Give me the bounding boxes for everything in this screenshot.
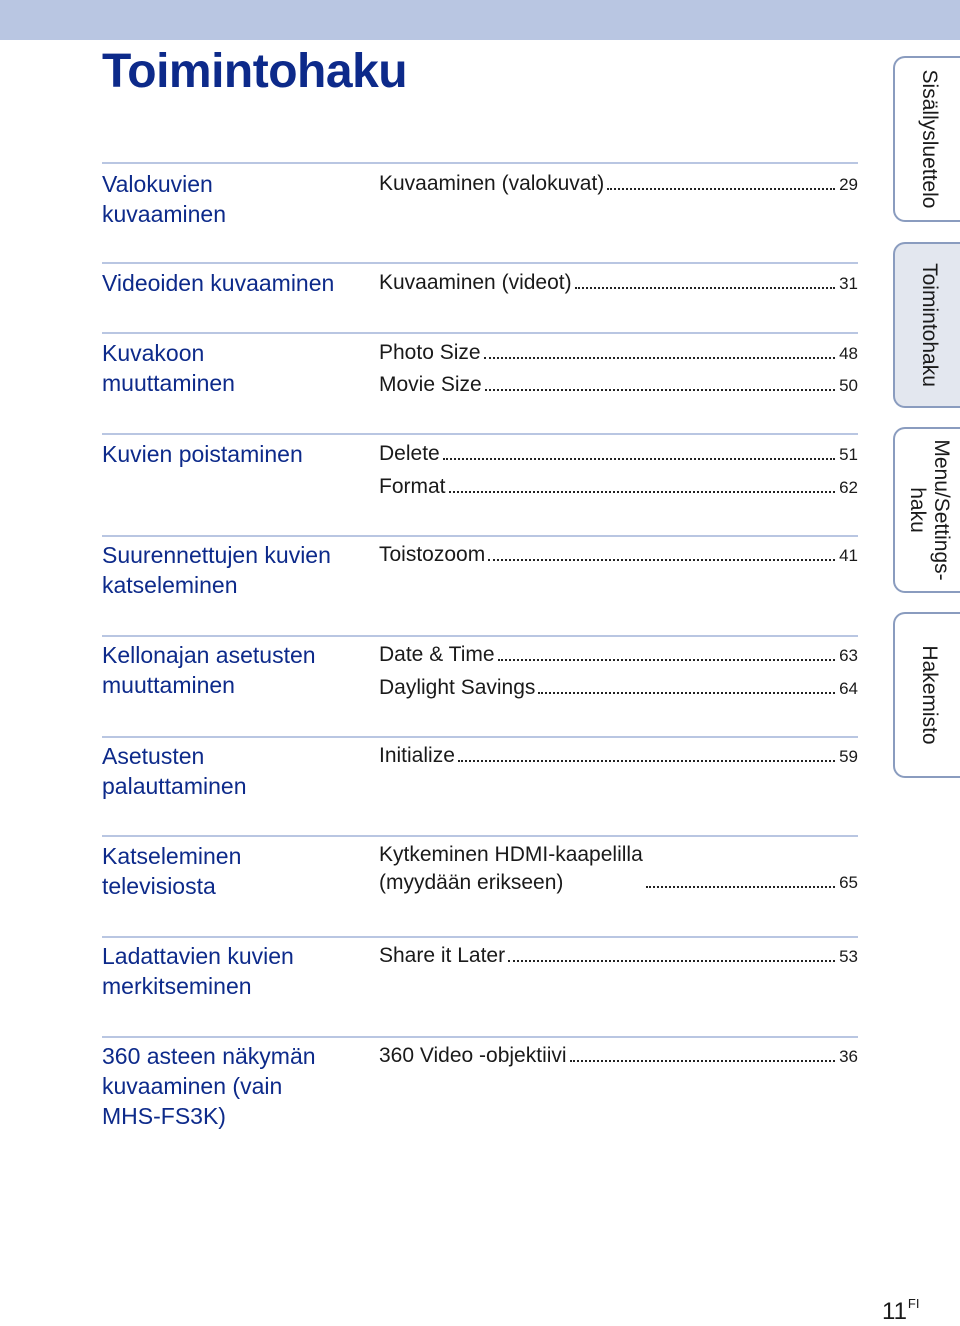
toc-entry-share-it-later[interactable] [379, 941, 858, 971]
toc-entry-360-video-lens[interactable] [379, 1041, 858, 1071]
page-ref: 29 [839, 175, 858, 194]
tab-label: Hakemisto [918, 645, 941, 745]
entry-label: Kuvaaminen (videot) [379, 271, 572, 294]
toc-entry-shooting-videos[interactable] [379, 268, 858, 298]
page-ref: 36 [839, 1047, 858, 1066]
page-ref: 59 [839, 747, 858, 766]
entry-label: Photo Size [379, 341, 481, 364]
language-code: FI [907, 1296, 920, 1311]
leader-dots [485, 389, 835, 391]
toc-entry-photo-size[interactable] [379, 338, 858, 368]
section-divider [102, 332, 858, 334]
entry-label: Kuvaaminen (valokuvat) [379, 172, 605, 195]
entry-label: Movie Size [379, 373, 482, 396]
tab-index[interactable] [893, 612, 960, 778]
tab-label: Menu/Settings- haku [906, 439, 953, 581]
entry-label: Delete [379, 442, 440, 465]
leader-dots [646, 886, 835, 888]
toc-entry-initialize[interactable] [379, 741, 858, 771]
page-ref: 63 [839, 646, 858, 665]
top-banner [0, 0, 960, 40]
page-ref: 41 [839, 546, 858, 565]
section-divider [102, 635, 858, 637]
toc-entry-delete[interactable] [379, 439, 858, 469]
toc-entry-date-time[interactable] [379, 640, 858, 670]
leader-dots [607, 188, 835, 190]
tab-contents[interactable] [893, 56, 960, 222]
tab-menu-settings-search[interactable] [893, 427, 960, 593]
section-divider [102, 262, 858, 264]
toc-entry-shooting-photos[interactable] [379, 169, 858, 199]
leader-dots [488, 559, 835, 561]
topic-label: Ladattavien kuvien merkitseminen [102, 943, 294, 999]
section-divider [102, 433, 858, 435]
section-divider [102, 535, 858, 537]
section-divider [102, 936, 858, 938]
leader-dots [508, 960, 835, 962]
topic-label: Kuvien poistaminen [102, 441, 303, 467]
tab-label: Toimintohaku [918, 263, 941, 387]
page-ref: 51 [839, 445, 858, 464]
toc-entry-hdmi-connection[interactable] [379, 841, 858, 897]
leader-dots [449, 491, 836, 493]
leader-dots [538, 692, 835, 694]
entry-label: 360 Video -objektiivi [379, 1044, 567, 1067]
topic-label: Videoiden kuvaaminen [102, 270, 335, 296]
page-ref: 64 [839, 679, 858, 698]
page-ref: 50 [839, 376, 858, 395]
tab-function-search[interactable] [893, 242, 960, 408]
entry-label: Initialize [379, 744, 455, 767]
section-divider [102, 835, 858, 837]
topic-label: Valokuvien kuvaaminen [102, 171, 227, 227]
leader-dots [443, 458, 835, 460]
entry-label: Share it Later [379, 944, 506, 967]
leader-dots [498, 659, 836, 661]
leader-dots [570, 1060, 836, 1062]
topic-label: Asetusten palauttaminen [102, 743, 247, 799]
toc-entry-playback-zoom[interactable] [379, 540, 858, 570]
topic-label: Kellonajan asetusten muuttaminen [102, 642, 316, 698]
toc-entry-format[interactable] [379, 472, 858, 502]
entry-label: Format [379, 475, 446, 498]
section-divider [102, 1036, 858, 1038]
entry-label: Daylight Savings [379, 676, 536, 699]
page-title: Toimintohaku [102, 45, 408, 98]
entry-label: Date & Time [379, 643, 495, 666]
section-divider [102, 162, 858, 164]
section-divider [102, 736, 858, 738]
page-ref: 31 [839, 274, 858, 293]
page-ref: 65 [839, 873, 858, 892]
entry-label: Toistozoom [379, 543, 486, 566]
toc-entry-daylight-savings[interactable] [379, 673, 858, 703]
page-ref: 62 [839, 478, 858, 497]
entry-label: Kytkeminen HDMI-kaapelilla (myydään erikseen) [379, 843, 643, 894]
page-number-value: 11 [882, 1298, 907, 1325]
topic-label: Suurennettujen kuvien katseleminen [102, 542, 331, 598]
toc-entry-movie-size[interactable] [379, 370, 858, 400]
leader-dots [484, 357, 836, 359]
topic-label: Kuvakoon muuttaminen [102, 340, 235, 396]
leader-dots [575, 287, 835, 289]
leader-dots [458, 760, 835, 762]
topic-label: Katseleminen televisiosta [102, 843, 242, 899]
page-ref: 48 [839, 344, 858, 363]
topic-label: 360 asteen näkymän kuvaaminen (vain MHS-FS3K) [102, 1043, 316, 1129]
tab-label: Sisällysluettelo [918, 69, 941, 209]
page-ref: 53 [839, 947, 858, 966]
